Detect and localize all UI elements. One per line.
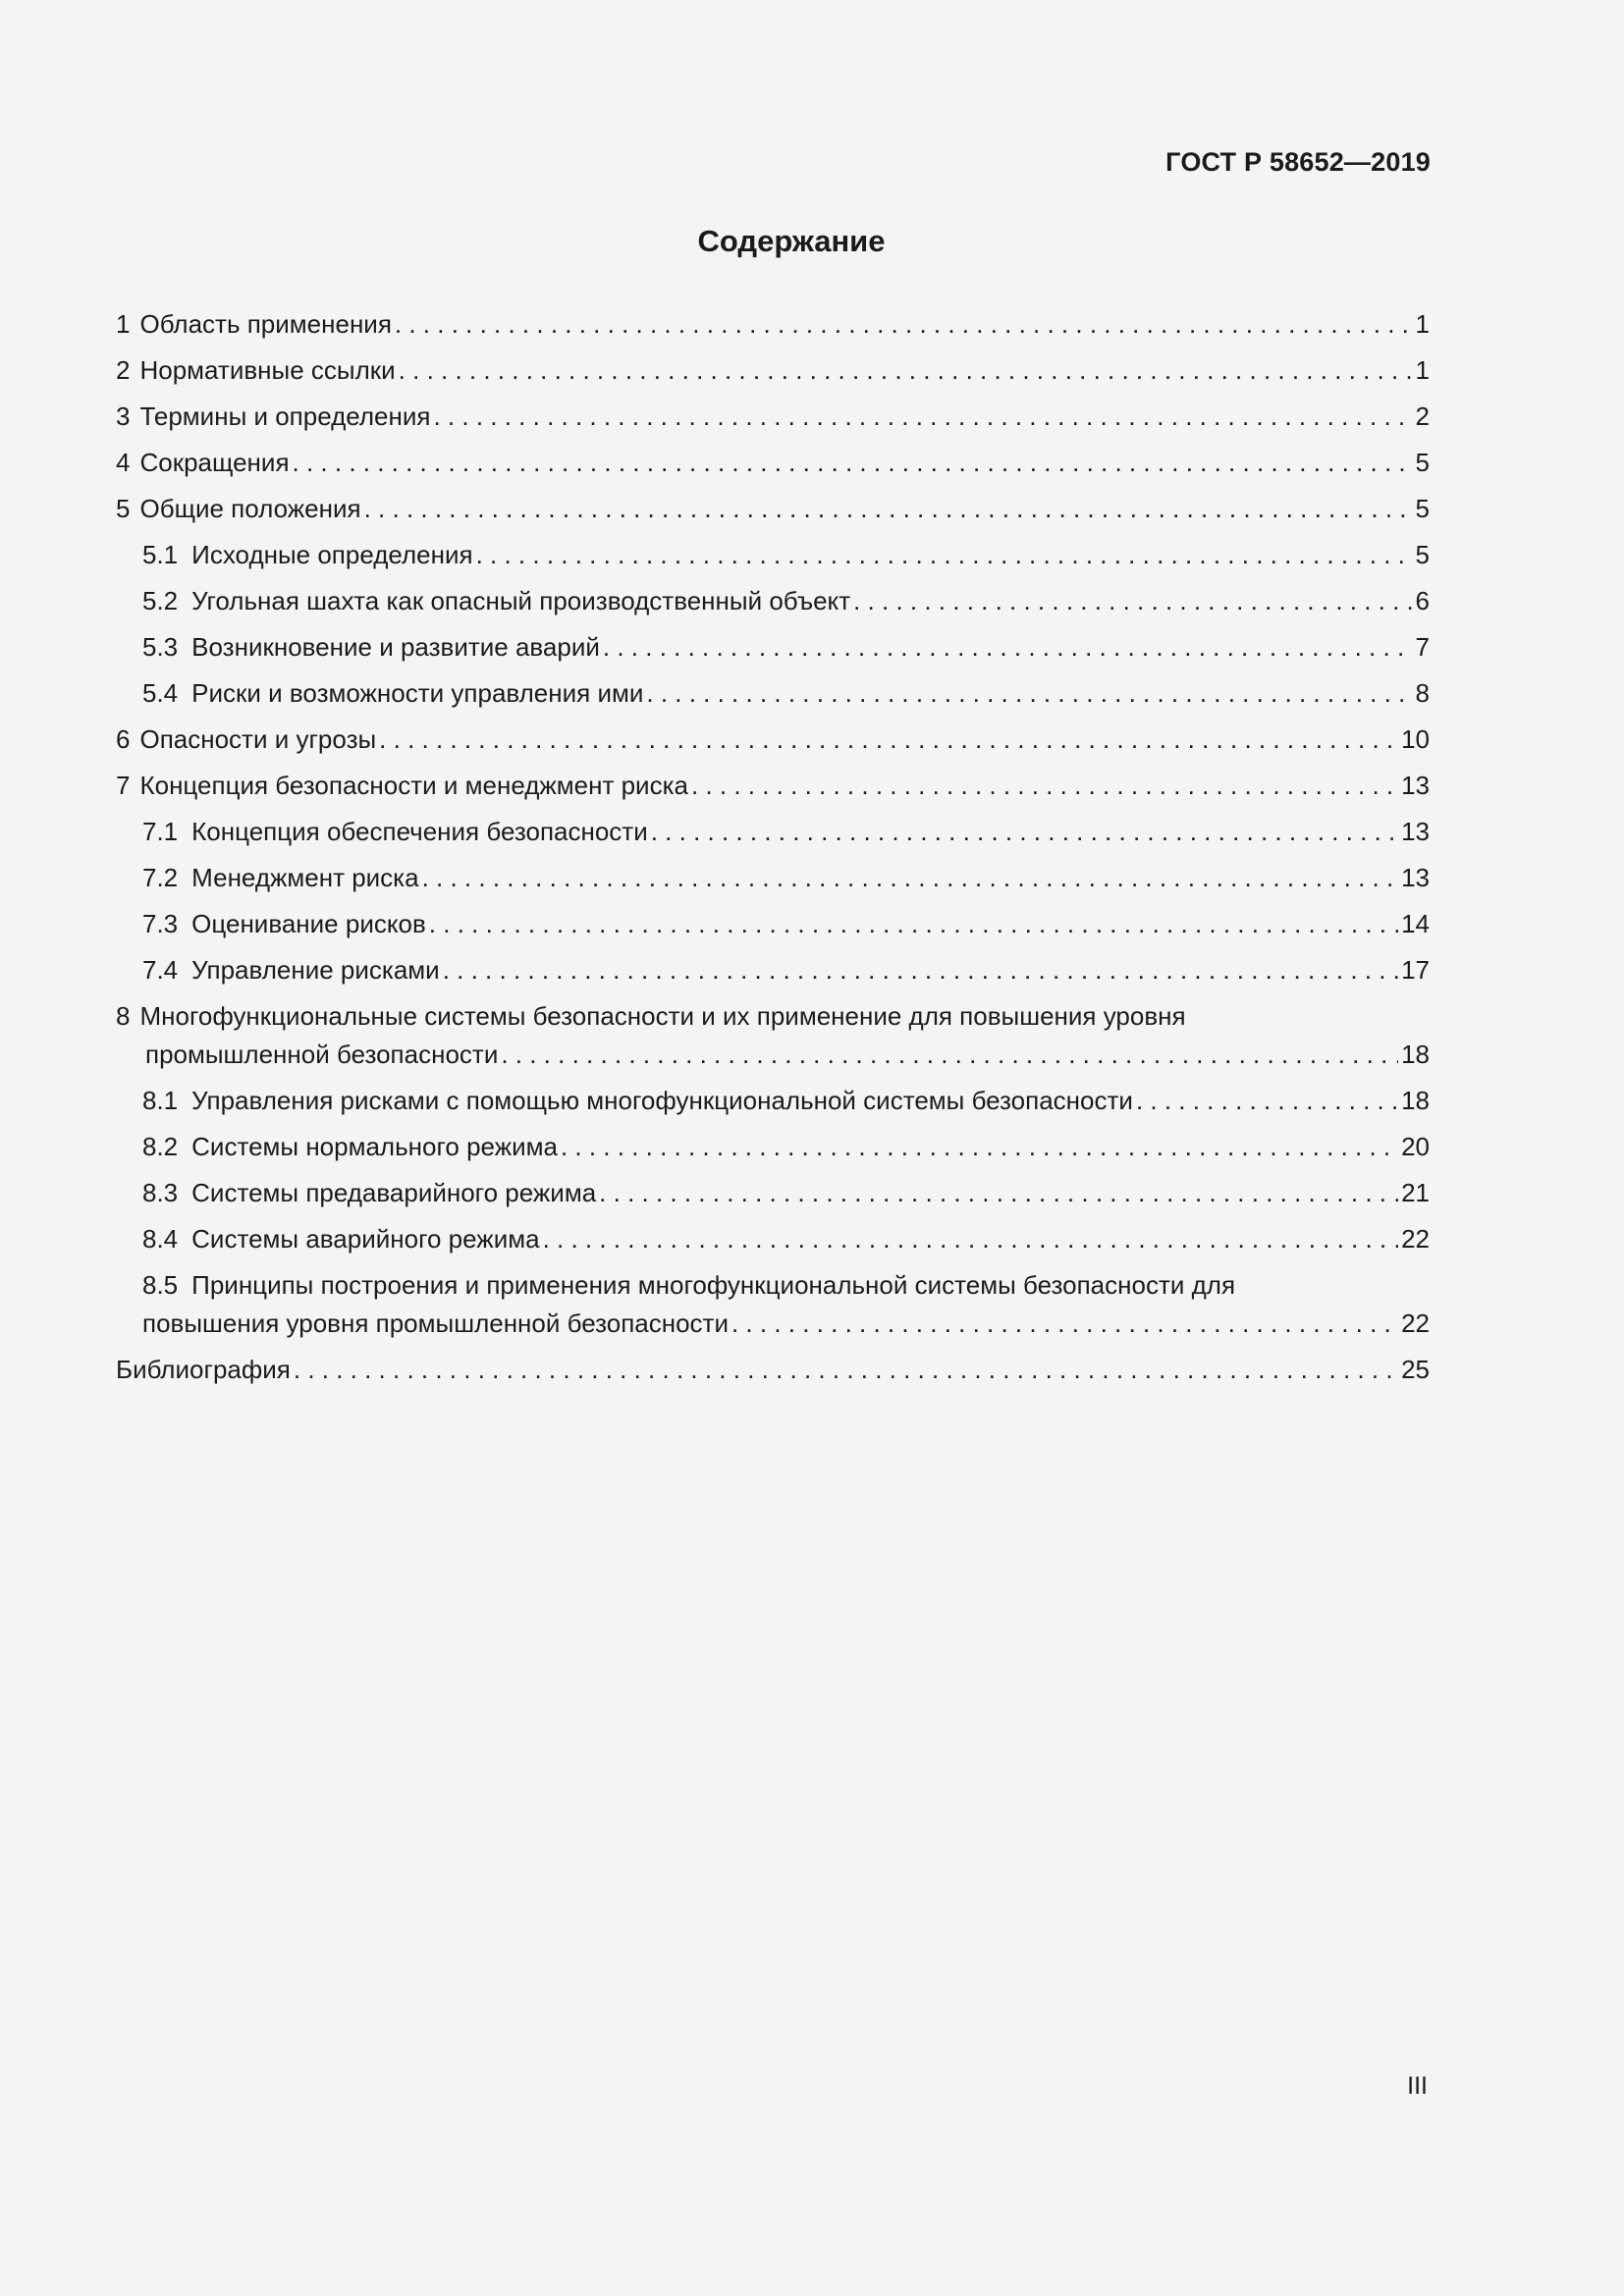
toc-entry-title: Опасности и угрозы (139, 724, 377, 754)
toc-entry-page: 6 (1415, 586, 1430, 615)
toc-entry-page: 5 (1415, 448, 1430, 477)
toc-entry-number: 8.4 (142, 1224, 179, 1254)
toc-dot-leader (293, 443, 1413, 481)
toc-entry-title: Концепция безопасности и менеджмент риска (139, 771, 688, 800)
toc-entry-number: 8.5 (142, 1270, 179, 1300)
toc-dot-leader (501, 1035, 1398, 1073)
toc-dot-leader (399, 350, 1413, 389)
toc-entry-title: Менеджмент риска (191, 863, 419, 892)
toc-entry-line (116, 1265, 1430, 1304)
toc-entry-line (116, 350, 1430, 389)
toc-entry-title: Область применения (139, 309, 392, 339)
toc-entry-title: Общие положения (139, 494, 361, 523)
toc-entry-number: 8 (116, 1001, 131, 1031)
toc-entry-page: 22 (1401, 1224, 1430, 1254)
toc-entry-page: 13 (1401, 771, 1430, 800)
toc-entry-number: 5 (116, 494, 131, 523)
toc-entry-line (116, 397, 1430, 435)
toc-entry[interactable] (116, 1127, 1430, 1173)
toc-entry-title: Исходные определения (191, 540, 473, 569)
toc-dot-leader (422, 858, 1398, 896)
toc-entry[interactable] (116, 489, 1430, 535)
toc-entry-page: 18 (1401, 1086, 1430, 1115)
toc-entry-line (116, 673, 1430, 712)
toc-entry[interactable] (116, 812, 1430, 858)
toc-entry-page: 2 (1415, 401, 1430, 431)
toc-entry-line (116, 720, 1430, 758)
toc-entry[interactable] (116, 1219, 1430, 1265)
toc-entry-line (116, 627, 1430, 666)
toc-dot-leader (395, 304, 1413, 343)
toc-entry-page: 1 (1415, 309, 1430, 339)
toc-dot-leader (1136, 1081, 1398, 1119)
toc-entry-line (116, 950, 1430, 988)
toc-entry[interactable] (116, 1173, 1430, 1219)
toc-entry-number: 7.3 (142, 909, 179, 938)
toc-entry-number: 3 (116, 401, 131, 431)
toc-entry-line (116, 1219, 1430, 1257)
toc-entry-title: Угольная шахта как опасный производственный объект (191, 586, 851, 615)
toc-entry-title: Сокращения (139, 448, 290, 477)
toc-entry-title: Управление рисками (191, 955, 440, 985)
toc-dot-leader (599, 1173, 1398, 1211)
toc-entry[interactable] (116, 673, 1430, 720)
toc-entry-line (116, 996, 1430, 1035)
toc-entry-number: 2 (116, 355, 131, 385)
toc-dot-leader (646, 673, 1412, 712)
toc-entry[interactable] (116, 304, 1430, 350)
toc-entry[interactable] (116, 627, 1430, 673)
toc-entry-title-continued: повышения уровня промышленной безопасности (142, 1308, 729, 1338)
toc-entry[interactable] (116, 950, 1430, 996)
toc-entry-number: 5.1 (142, 540, 179, 569)
toc-entry-line-continued (116, 1035, 1430, 1073)
toc-entry-line (116, 304, 1430, 343)
toc-dot-leader (429, 904, 1398, 942)
toc-entry-page: 25 (1401, 1355, 1430, 1384)
toc-entry-title: Управления рисками с помощью многофункциональной системы безопасности (191, 1086, 1133, 1115)
toc-entry-title: Нормативные ссылки (139, 355, 396, 385)
toc-entry[interactable] (116, 350, 1430, 397)
toc-entry-page: 13 (1401, 817, 1430, 846)
toc-entry-number: 7.4 (142, 955, 179, 985)
toc-entry-number: 8.2 (142, 1132, 179, 1161)
toc-entry-line (116, 489, 1430, 527)
toc-entry-page: 10 (1401, 724, 1430, 754)
toc-entry-line (116, 858, 1430, 896)
toc-dot-leader (433, 397, 1412, 435)
toc-entry[interactable] (116, 535, 1430, 581)
page-number: III (1407, 2072, 1428, 2100)
toc-entry-title: Риски и возможности управления ими (191, 678, 644, 708)
toc-entry-number: 8.1 (142, 1086, 179, 1115)
toc-entry-number: 5.2 (142, 586, 179, 615)
toc-entry[interactable] (116, 858, 1430, 904)
toc-entry-page: 22 (1401, 1308, 1430, 1338)
toc-entry[interactable] (116, 443, 1430, 489)
toc-entry-number: 8.3 (142, 1178, 179, 1207)
toc-entry-page: 5 (1415, 494, 1430, 523)
toc-entry[interactable] (116, 720, 1430, 766)
toc-entry-line (116, 766, 1430, 804)
toc-entry-page: 13 (1401, 863, 1430, 892)
toc-entry-page: 1 (1415, 355, 1430, 385)
toc-dot-leader (651, 812, 1398, 850)
toc-entry-line (116, 1127, 1430, 1165)
toc-dot-leader (443, 950, 1398, 988)
toc-entry-title: Системы нормального режима (191, 1132, 558, 1161)
toc-entry-number: 7.2 (142, 863, 179, 892)
toc-entry-number: 5.4 (142, 678, 179, 708)
toc-dot-leader (543, 1219, 1399, 1257)
toc-dot-leader (691, 766, 1398, 804)
toc-entry-number: 7.1 (142, 817, 179, 846)
toc-entry-title: Термины и определения (139, 401, 431, 431)
toc-entry-number: 1 (116, 309, 131, 339)
toc-entry[interactable] (116, 766, 1430, 812)
toc-entry-page: 8 (1415, 678, 1430, 708)
toc-entry-line (116, 904, 1430, 942)
toc-entry-number: 5.3 (142, 632, 179, 662)
toc-entry[interactable] (116, 1081, 1430, 1127)
toc-entry-line (116, 1081, 1430, 1119)
toc-entry-line-continued (116, 1304, 1430, 1342)
toc-entry-title: Концепция обеспечения безопасности (191, 817, 648, 846)
toc-dot-leader (603, 627, 1413, 666)
toc-entry-title: Оценивание рисков (191, 909, 426, 938)
toc-entry-page: 20 (1401, 1132, 1430, 1161)
toc-entry-number: 4 (116, 448, 131, 477)
toc-entry[interactable] (116, 581, 1430, 627)
toc-entry[interactable] (116, 1265, 1430, 1350)
toc-dot-leader (364, 489, 1413, 527)
toc-dot-leader (379, 720, 1398, 758)
toc-dot-leader (476, 535, 1413, 573)
toc-entry[interactable] (116, 397, 1430, 443)
toc-entry[interactable] (116, 1350, 1430, 1396)
toc-entry[interactable] (116, 904, 1430, 950)
toc-entry-line (116, 443, 1430, 481)
toc-entry-line (116, 812, 1430, 850)
document-id: ГОСТ Р 58652—2019 (1165, 147, 1431, 177)
toc-entry-line (116, 1173, 1430, 1211)
toc-entry-page: 21 (1401, 1178, 1430, 1207)
toc-dot-leader (853, 581, 1412, 619)
toc-entry-page: 14 (1401, 909, 1430, 938)
toc-entry-number: 6 (116, 724, 131, 754)
toc-entry-title-continued: промышленной безопасности (145, 1040, 499, 1069)
toc-entry[interactable] (116, 996, 1430, 1081)
table-of-contents (116, 304, 1430, 1396)
toc-entry-number: 7 (116, 771, 131, 800)
toc-entry-title: Системы аварийного режима (191, 1224, 540, 1254)
toc-entry-line (116, 581, 1430, 619)
toc-entry-line (116, 535, 1430, 573)
toc-dot-leader (294, 1350, 1398, 1388)
toc-entry-title: Многофункциональные системы безопасности и их применение для повышения уровня (139, 1001, 1186, 1031)
toc-entry-title: Возникновение и развитие аварий (191, 632, 600, 662)
toc-entry-page: 7 (1415, 632, 1430, 662)
toc-dot-leader (731, 1304, 1398, 1342)
toc-entry-line (116, 1350, 1430, 1388)
toc-entry-title: Системы предаварийного режима (191, 1178, 597, 1207)
toc-dot-leader (561, 1127, 1398, 1165)
toc-title: Содержание (697, 224, 886, 258)
toc-entry-title: Библиография (116, 1355, 291, 1384)
toc-entry-title: Принципы построения и применения многофункциональной системы безопасности для (191, 1270, 1236, 1300)
toc-entry-page: 17 (1401, 955, 1430, 985)
toc-entry-page: 18 (1401, 1040, 1430, 1069)
toc-entry-page: 5 (1415, 540, 1430, 569)
